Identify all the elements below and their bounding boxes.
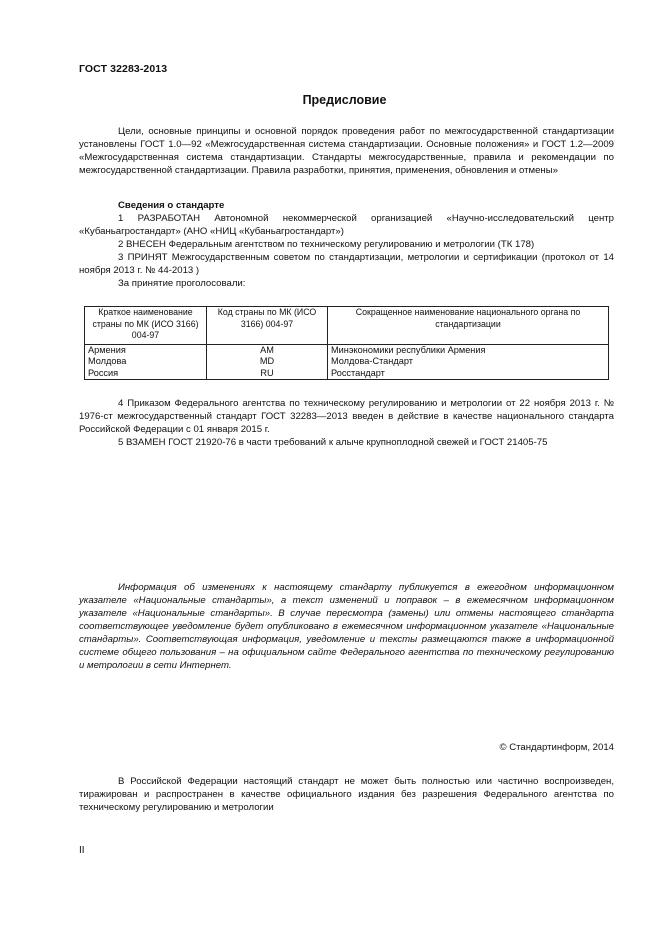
code-cell: AM [207, 344, 328, 356]
country-cell: Молдова [85, 356, 207, 368]
about-heading: Сведения о стандарте [118, 200, 225, 211]
page-title-text: Предисловие [302, 93, 387, 107]
intro-paragraph: Цели, основные принципы и основной порядок проведения работ по межгосударственной стандартизации установлены ГОСТ 1.0—92 «Межгосударственная система стандартизации. Основные положения» и ГОСТ 1.2—2009 «Межгосударственная система стандартизации. Стандарты межгосударственные, правила и рекомендации по межгосударственной стандартизации. Правила разработки, принятия, применения, обновления и отмены» [79, 126, 614, 176]
member-states-table [84, 306, 609, 380]
body-cell: Росстандарт [328, 368, 609, 380]
document-code: ГОСТ 32283-2013 [79, 63, 168, 75]
country-cell: Армения [85, 344, 207, 356]
legal-notice: В Российской Федерации настоящий стандарт не может быть полностью или частично воспроизведен, тиражирован и распространен в качестве официального издания без разрешения Федерального агентства по техническому регулированию и метрологии [79, 776, 614, 813]
voted-label: За принятие проголосовали: [118, 278, 246, 289]
table-row [85, 344, 609, 356]
column-header-body: Сокращенное наименование национального органа по стандартизации [328, 307, 609, 345]
page-number: II [79, 845, 85, 856]
code-cell: RU [207, 368, 328, 380]
body-cell: Минэкономики республики Армения [328, 344, 609, 356]
item-5-paragraph: 5 ВЗАМЕН ГОСТ 21920-76 в части требований к алыче крупноплодной свежей и ГОСТ 21405-75 [118, 437, 548, 448]
copyright: © Стандартинформ, 2014 [499, 742, 614, 753]
about-item-3: 3 ПРИНЯТ Межгосударственным советом по стандартизации, метрологии и сертификации (протокол от 14 ноября 2013 г. № 44-2013 ) [79, 252, 614, 276]
table-row [85, 356, 609, 368]
column-header-code: Код страны по МК (ИСО 3166) 004-97 [207, 307, 328, 345]
table-header-row [85, 307, 609, 345]
table-row [85, 368, 609, 380]
column-header-country: Краткое наименование страны по МК (ИСО 3166) 004-97 [85, 307, 207, 345]
body-cell: Молдова-Стандарт [328, 356, 609, 368]
page-title [0, 93, 661, 107]
item-4-paragraph: 4 Приказом Федерального агентства по техническому регулированию и метрологии от 22 ноября 2013 г. № 1976-ст межгосударственный стандарт ГОСТ 32283—2013 введен в действие в качестве национального стандарта Российской Федерации с 01 января 2015 г. [79, 398, 614, 435]
about-item-2: 2 ВНЕСЕН Федеральным агентством по техническому регулированию и метрологии (ТК 178) [118, 239, 535, 250]
code-cell: MD [207, 356, 328, 368]
about-item-1: 1 РАЗРАБОТАН Автономной некоммерческой организацией «Научно-исследовательский центр «Кубаньагростандарт» (АНО «НИЦ «Кубаньагростандарт») [79, 213, 614, 237]
changes-notice: Информация об изменениях к настоящему стандарту публикуется в ежегодном информационном указателе «Национальные стандарты», а текст изменений и поправок – в ежемесячном информационном указателе «Национальные стандарты». В случае пересмотра (замены) или отмены настоящего стандарта соответствующее уведомление будет опубликовано в ежемесячном информационном указателе «Национальные стандарты». Соответствующая информация, уведомление и тексты размещаются также в информационной системе общего пользования – на официальном сайте Федерального агентства по техническому регулированию и метрологии в сети Интернет. [79, 582, 614, 671]
country-cell: Россия [85, 368, 207, 380]
